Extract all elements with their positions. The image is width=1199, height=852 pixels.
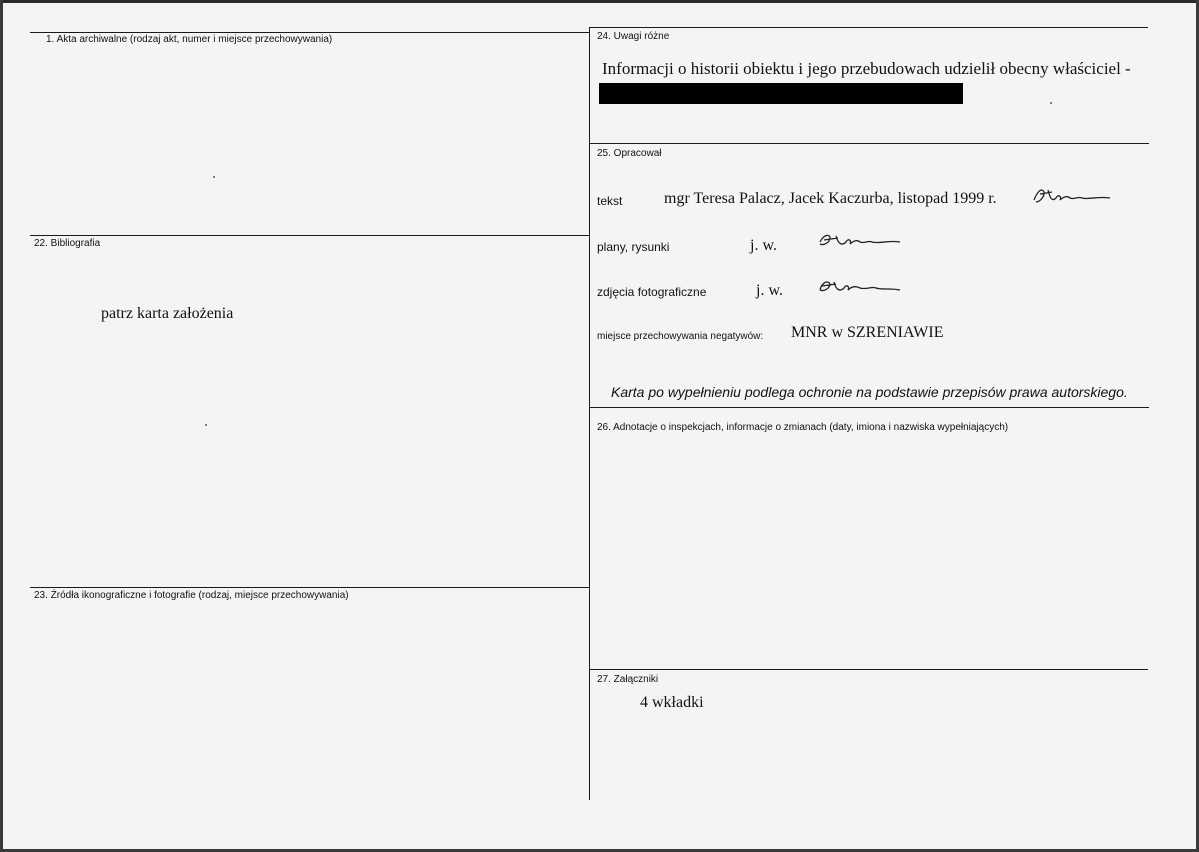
rule-before-section-26: [589, 407, 1149, 408]
section-1-label: 1. Akta archiwalne (rodzaj akt, numer i miejsce przechowywania): [46, 34, 333, 45]
negatywy-value: MNR w SZRENIAWIE: [791, 324, 944, 341]
redaction-bar: [599, 83, 963, 104]
zdjecia-label: zdjęcia fotograficzne: [597, 285, 707, 299]
scan-speck: [213, 176, 215, 178]
signature-tekst: [1030, 184, 1112, 208]
page-edge-top: [0, 0, 1199, 3]
signature-plany: [816, 230, 902, 252]
rule-before-section-23: [30, 587, 589, 588]
zdjecia-value: j. w.: [756, 282, 783, 299]
signature-zdjecia: [816, 276, 902, 298]
section-23-label: 23. Źródła ikonograficzne i fotografie (rodzaj, miejsce przechowywania): [34, 590, 349, 601]
tekst-label: tekst: [597, 194, 623, 208]
tekst-value: mgr Teresa Palacz, Jacek Kaczurba, listopad 1999 r.: [664, 190, 997, 207]
scan-speck: [205, 424, 207, 426]
page-edge-left: [0, 0, 3, 852]
form-top-rule-right: [589, 27, 1148, 28]
section-25-label: 25. Opracował: [597, 148, 662, 159]
section-22-value: patrz karta założenia: [101, 305, 234, 322]
rule-before-section-27: [589, 669, 1148, 670]
section-22-label: 22. Bibliografia: [34, 238, 101, 249]
section-24-label: 24. Uwagi różne: [597, 31, 670, 42]
plany-value: j. w.: [750, 237, 777, 254]
rule-before-section-25: [589, 143, 1149, 144]
negatywy-label: miejsce przechowywania negatywów:: [597, 331, 764, 342]
form-top-rule: [30, 32, 589, 33]
scan-speck: [1050, 102, 1052, 104]
section-27-label: 27. Załączniki: [597, 674, 659, 685]
plany-label: plany, rysunki: [597, 240, 670, 254]
section-26-label: 26. Adnotacje o inspekcjach, informacje o zmianach (daty, imiona i nazwiska wypełniających): [597, 422, 1009, 433]
rule-before-section-22: [30, 235, 589, 236]
copyright-note: Karta po wypełnieniu podlega ochronie na podstawie przepisów prawa autorskiego.: [611, 384, 1128, 400]
section-27-value: 4 wkładki: [640, 694, 704, 711]
section-24-value: Informacji o historii obiektu i jego przebudowach udzielił obecny właściciel -: [602, 59, 1131, 78]
